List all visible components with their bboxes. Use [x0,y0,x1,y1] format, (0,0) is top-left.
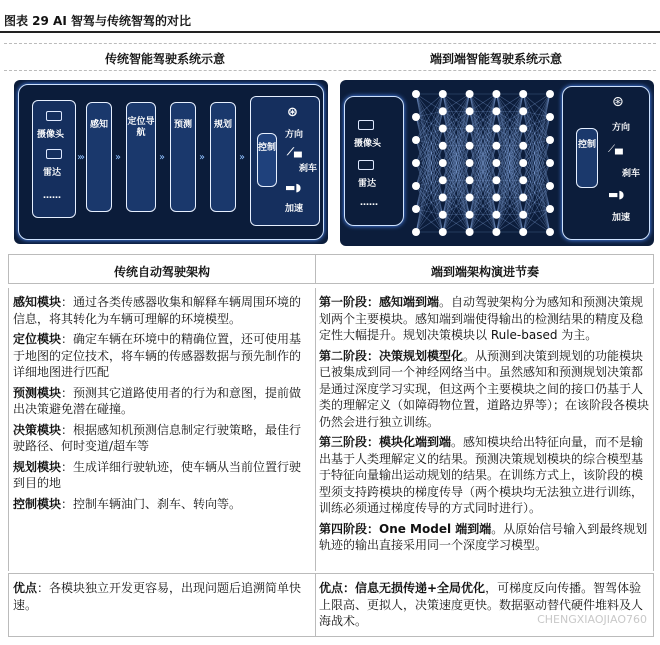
traditional-modules-cell [13,294,311,516]
module-term: 第二阶段：决策规划模型化 [319,348,464,363]
nn-node [439,228,447,236]
sensor-radar-label: 雷达 [43,168,62,178]
module-description: 。感知模块给出特征向量，而不是输出基于人类理解定义的结果。预测决策规划模块的综合模型基于特征向量输出运动规划的结果。在训练方式上，该阶段的模型须支持跨模块的梯度传导（两个模块均无法独立进行训练，训练必须通过梯度传导的方式同时进行）。 [319,435,644,515]
module-description: ：根据感知机预测信息制定行驶策略，最佳行驶路径、何时变道/超车等 [13,422,302,453]
stage-prediction [170,102,196,212]
brake-icon: ⟋▄ [608,144,623,155]
output-steering-label: 方向 [285,130,304,140]
flow-arrows-3: ›› [159,152,163,163]
nn-node [519,176,527,184]
advantage-text: ，可梯度反向传播。智驾体验上限高、更拟人，决策速度更快。数据驱动替代硬件堆料及人海战术。 [319,581,644,628]
module-term: 预测模块 [13,385,62,400]
radar-icon [46,149,62,159]
module-term: 控制模块 [13,496,62,511]
column-header-traditional: 传统自动驾驶架构 [113,265,210,279]
title-rule [0,31,660,33]
e2e-output-steering-label: 方向 [612,123,631,133]
module-description: 。自动驾驶架构分为感知和预测决策规划两个主要模块。感知端到端使得输出的检测结果的精度及稳定性大幅提升。规划决策模块以 Rule-based 为主。 [319,295,644,342]
flow-arrows-2: ›› [115,152,119,163]
nn-node [519,125,527,133]
nn-node [519,194,527,202]
nn-node [492,211,500,219]
e2e-control-box [576,128,598,188]
table-cell-paragraph [13,385,311,418]
camera-icon [46,111,62,121]
e2e-output-brake-label: 刹车 [622,169,641,179]
nn-edge [523,186,550,232]
nn-node [412,228,420,236]
advantage-term: 优点：信息无损传递+全局优化 [319,581,486,595]
table-cell-paragraph [13,496,311,513]
nn-node [519,228,527,236]
column-divider [315,288,316,571]
advantage-text: ：各模块独立开发更容易，出现问题后追溯简单快速。 [13,581,302,612]
column-header-e2e: 端到端架构演进节奏 [430,265,539,279]
stage-localization [126,102,156,212]
nn-node [466,90,474,98]
module-description: ：生成详细行驶轨迹，使车辆从当前位置行驶到目的地 [13,459,302,490]
nn-node [439,159,447,167]
e2e-sensor-camera-label: 摄像头 [354,139,382,149]
nn-node [439,142,447,150]
nn-node [492,228,500,236]
column-divider [315,574,316,636]
nn-node [439,176,447,184]
nn-node [412,136,420,144]
nn-node [492,194,500,202]
flow-arrows-4: ›› [199,152,203,163]
module-term: 第三阶段：模块化端到端 [319,435,452,449]
control-box [257,133,277,187]
e2e-system-diagram [340,80,654,246]
module-description: ：预测其它道路使用者的行为和意图，提前做出决策避免潜在碰撞。 [13,385,302,416]
module-term: 定位模块 [13,332,62,346]
nn-node [466,211,474,219]
neural-network-graphic [406,84,560,242]
stage-planning-label: 规划 [213,120,232,130]
module-term: 感知模块 [13,295,62,309]
module-description: ：控制车辆油门、刹车、转向等。 [61,496,242,511]
nn-node [546,90,554,98]
nn-node [519,159,527,167]
nn-node [466,194,474,202]
nn-edge [416,94,443,140]
control-label: 控制 [258,143,277,153]
table-cell-paragraph [319,434,651,517]
nn-node [412,113,420,121]
nn-node [466,125,474,133]
module-term: 第一阶段：感知端到端 [319,295,440,309]
car-icon: ▬◗ [285,181,302,194]
table-cell-paragraph [319,294,651,344]
figure-title: 图表 29 AI 智驾与传统智驾的对比 [4,14,191,28]
table-body [8,288,654,571]
table-cell-paragraph [13,459,311,492]
traditional-system-diagram [14,80,328,244]
nn-node [546,136,554,144]
section-title-e2e: 端到端智能驾驶系统示意 [429,52,562,66]
nn-node [519,90,527,98]
e2e-sensor-radar-label: 雷达 [358,179,377,189]
nn-node [546,228,554,236]
stage-perception [86,102,112,212]
stage-prediction-label: 预测 [173,120,192,130]
module-description: ：通过各类传感器收集和解释车辆周围环境的信息，将其转化为车辆可理解的环境模型。 [13,295,302,326]
e2e-sensor-more-label: …… [360,198,378,208]
module-term: 规划模块 [13,459,62,474]
nn-node [519,142,527,150]
nn-node [492,176,500,184]
stage-localization-label: 定位导航 [127,117,155,138]
flow-arrows-1: ››› [77,152,83,163]
table-cell-paragraph [13,331,311,381]
flow-arrows-5: ›› [239,152,243,163]
module-term: 第四阶段：One Model 端到端 [319,521,492,536]
nn-node [412,90,420,98]
nn-node [439,90,447,98]
nn-node [439,125,447,133]
stage-perception-label: 感知 [89,120,108,130]
nn-node [439,211,447,219]
stage-planning [210,102,236,212]
output-accelerate-label: 加速 [285,204,304,214]
steering-wheel-icon: ⊛ [287,105,298,120]
control-panel [250,96,320,226]
nn-node [412,159,420,167]
e2e-control-label: 控制 [577,140,596,150]
output-brake-label: 刹车 [299,164,318,174]
table-footer-row [8,573,654,637]
nn-node [492,90,500,98]
module-description: 。从预测到决策到规划的功能模块已被集成到同一个神经网络当中。虽然感知和预测规划决策都是通过深度学习实现，但这两个主要模块之间的接口仍基于人类的理解定义（如障碍物位置，道路边界等）；在该阶段各模块仍然会进行独立训练。 [319,348,650,429]
nn-node [546,205,554,213]
sensor-more-label: …… [43,191,61,201]
watermark: CHENGXIAOJIAO760 [537,613,647,626]
section-title-traditional: 传统智能驾驶系统示意 [104,52,225,66]
traditional-advantages-cell [13,580,311,613]
camera-icon [358,120,374,130]
sensor-camera-label: 摄像头 [37,130,65,140]
nn-node [439,194,447,202]
table-header-row [8,254,654,284]
table-cell-paragraph [319,348,651,431]
radar-icon [358,160,374,170]
brake-icon: ⟋▄ [287,147,302,158]
steering-wheel-icon: ⊛ [612,94,624,110]
car-icon: ▬◗ [608,188,625,201]
nn-node [546,182,554,190]
module-description: 。从原始信号输入到最终规划轨迹的输出直接采用同一个深度学习模型。 [319,521,648,552]
nn-node [466,142,474,150]
nn-node [492,142,500,150]
nn-node [466,176,474,184]
table-cell-paragraph [13,422,311,455]
e2e-stages-cell [319,294,651,558]
nn-node [492,159,500,167]
nn-node [466,159,474,167]
nn-node [466,228,474,236]
nn-node [492,107,500,115]
nn-node [519,211,527,219]
nn-node [412,182,420,190]
table-cell-paragraph [13,294,311,327]
section-header-row [4,43,656,71]
nn-node [439,107,447,115]
table-cell-paragraph [319,521,651,554]
nn-node [546,113,554,121]
nn-node [519,107,527,115]
e2e-output-accelerate-label: 加速 [612,213,631,223]
advantage-term: 优点 [13,581,38,595]
module-term: 决策模块 [13,422,62,437]
module-description: ：确定车辆在环境中的精确位置，还可使用基于地图的定位技术，将车辆的传感器数据与预先制作的详细地图进行匹配 [13,332,302,379]
nn-node [412,205,420,213]
nn-node [546,159,554,167]
nn-node [466,107,474,115]
sensor-panel [32,100,76,218]
nn-node [492,125,500,133]
